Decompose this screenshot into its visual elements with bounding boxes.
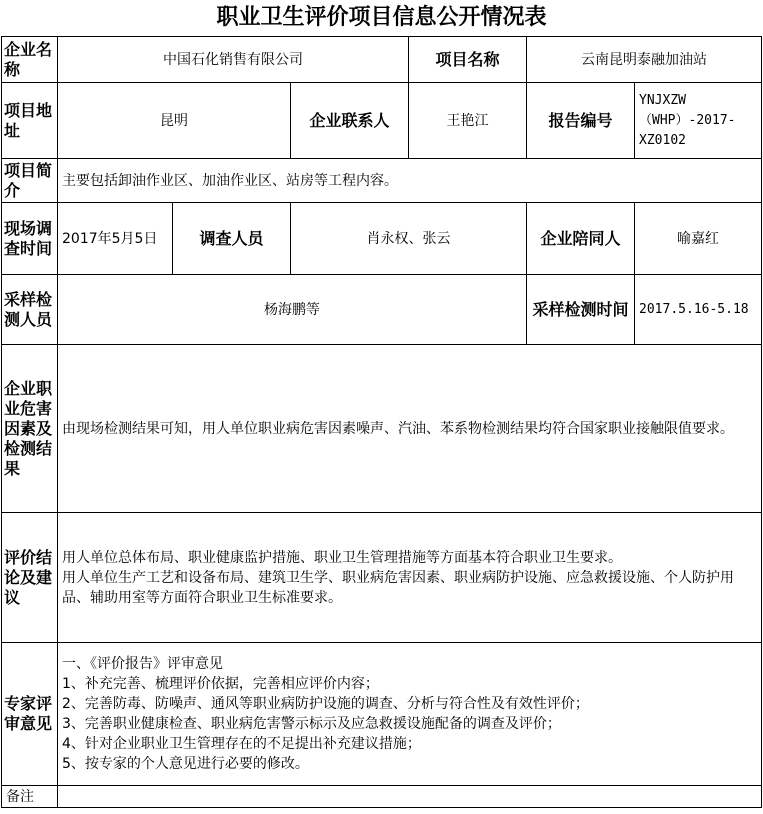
expert-line: 3、完善职业健康检查、职业病危害警示标示及应急救援设施配备的调查及评价； <box>62 716 561 732</box>
row-hazard <box>2 345 762 513</box>
value-report-no: YNJXZW（WHP）-2017-XZ0102 <box>635 83 762 159</box>
row-expert <box>2 643 762 786</box>
value-project-name: 云南昆明泰融加油站 <box>527 37 762 83</box>
value-hazard-results: 由现场检测结果可知，用人单位职业病危害因素噪声、汽油、苯系物检测结果均符合国家职业接触限值要求。 <box>58 345 762 513</box>
value-company-contact: 王艳江 <box>409 83 527 159</box>
row-sampling <box>2 275 762 345</box>
value-survey-time: 2017年5月5日 <box>58 203 173 275</box>
conclusion-paragraph-2: 用人单位生产工艺和设备布局、建筑卫生学、职业病危害因素、职业病防护设施、应急救援设施、个人防护用品、辅助用室等方面符合职业卫生标准要求。 <box>62 569 734 606</box>
value-company-name: 中国石化销售有限公司 <box>58 37 409 83</box>
row-address <box>2 83 762 159</box>
expert-line: 4、针对企业职业卫生管理存在的不足提出补充建议措施； <box>62 736 421 752</box>
value-remarks <box>58 786 762 808</box>
label-project-brief: 项目简介 <box>2 159 58 203</box>
label-survey-time: 现场调查时间 <box>2 203 58 275</box>
value-sampling-time: 2017.5.16-5.18 <box>635 275 762 345</box>
value-expert-opinion <box>58 643 762 786</box>
label-sampling-time: 采样检测时间 <box>527 275 635 345</box>
expert-line: 1、补充完善、梳理评价依据，完善相应评价内容； <box>62 676 379 692</box>
label-conclusion: 评价结论及建议 <box>2 513 58 643</box>
label-sampling-staff: 采样检测人员 <box>2 275 58 345</box>
label-report-no: 报告编号 <box>527 83 635 159</box>
value-accompany: 喻嘉红 <box>635 203 762 275</box>
row-company <box>2 37 762 83</box>
label-company-name: 企业名称 <box>2 37 58 83</box>
label-company-contact: 企业联系人 <box>291 83 409 159</box>
expert-line: 2、完善防毒、防噪声、通风等职业病防护设施的调查、分析与符合性及有效性评价； <box>62 696 589 712</box>
label-project-address: 项目地址 <box>2 83 58 159</box>
row-survey <box>2 203 762 275</box>
value-investigators: 肖永权、张云 <box>291 203 527 275</box>
value-conclusion <box>58 513 762 643</box>
row-conclusion <box>2 513 762 643</box>
label-remarks: 备注 <box>2 786 58 808</box>
label-hazard-results: 企业职业危害因素及检测结果 <box>2 345 58 513</box>
conclusion-paragraph-1: 用人单位总体布局、职业健康监护措施、职业卫生管理措施等方面基本符合职业卫生要求。 <box>62 549 622 566</box>
label-project-name: 项目名称 <box>409 37 527 83</box>
page-title: 职业卫生评价项目信息公开情况表 <box>216 5 547 30</box>
row-brief <box>2 159 762 203</box>
expert-line: 5、按专家的个人意见进行必要的修改。 <box>62 756 309 772</box>
label-accompany: 企业陪同人 <box>527 203 635 275</box>
value-project-brief: 主要包括卸油作业区、加油作业区、站房等工程内容。 <box>58 159 762 203</box>
value-sampling-staff: 杨海鹏等 <box>58 275 527 345</box>
info-table <box>1 36 762 808</box>
label-investigators: 调查人员 <box>173 203 291 275</box>
expert-line: 一、《评价报告》评审意见 <box>62 656 223 672</box>
value-project-address: 昆明 <box>58 83 291 159</box>
row-remarks <box>2 786 762 808</box>
label-expert-opinion: 专家评审意见 <box>2 643 58 786</box>
